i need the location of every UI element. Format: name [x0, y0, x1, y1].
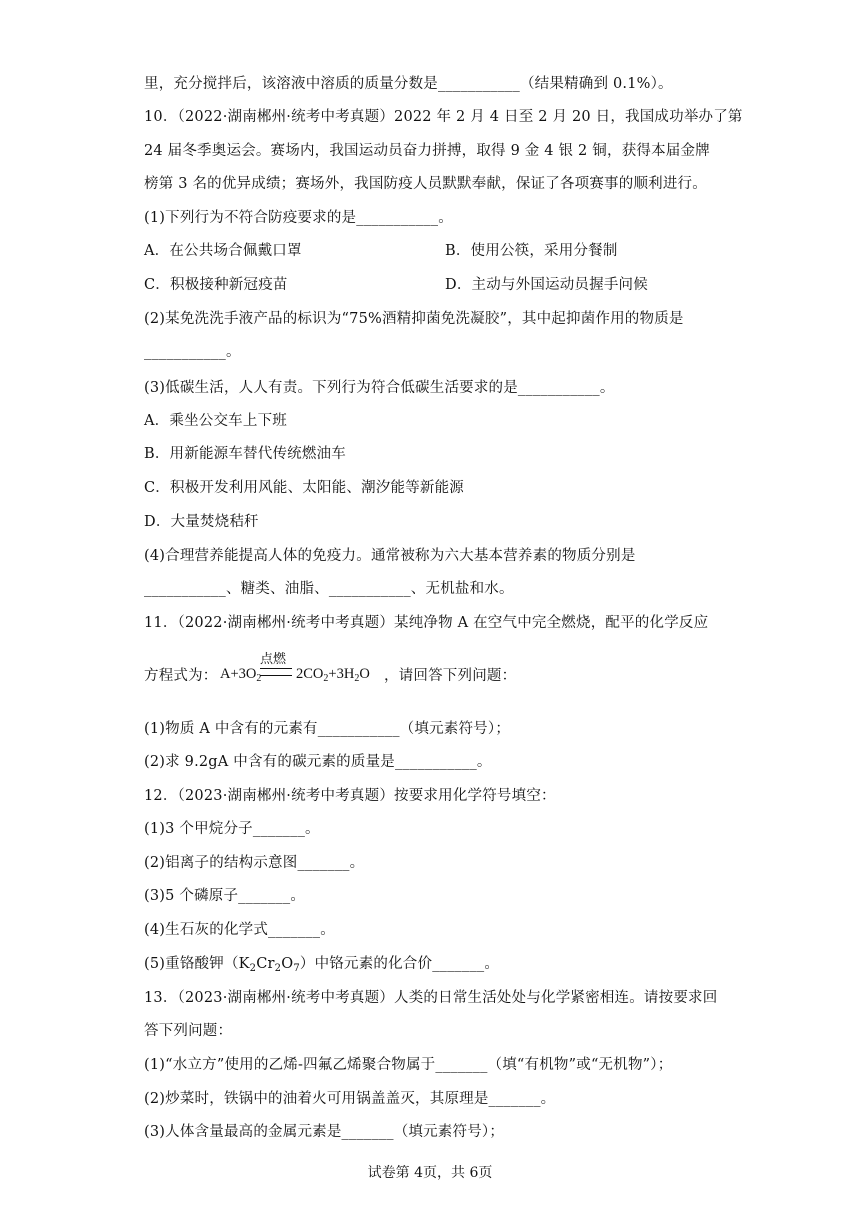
q10-part4-line-2: ___________、糖类、油脂、___________、无机盐和水。: [144, 581, 514, 597]
eq-condition: 点燃: [260, 652, 287, 667]
q10-option-b: B．使用公筷，采用分餐制: [445, 243, 618, 259]
q10-option-a: A．在公共场合佩戴口罩: [144, 243, 302, 259]
q12-stem: 12．（2023·湖南郴州·统考中考真题）按要求用化学符号填空：: [144, 788, 556, 804]
q12-part5: (5)重铬酸钾$(K_2Cr_2O_7)$中铬元素的化合价_______。: [144, 956, 500, 974]
q11-equation-prefix: 方程式为：: [144, 668, 218, 684]
q10-part3-option-a: A．乘坐公交车上下班: [144, 413, 287, 429]
q10-part3-option-b: B．用新能源车替代传统燃油车: [144, 446, 346, 462]
q13-part3: (3)人体含量最高的金属元素是_______（填元素符号）；: [144, 1124, 505, 1140]
q10-part1: (1)下列行为不符合防疫要求的是___________。: [144, 210, 453, 226]
q12-part1: (1)3 个甲烷分子_______。: [144, 821, 320, 837]
q11-stem-line-1: 11．（2022·湖南郴州·统考中考真题）某纯净物 A 在空气中完全燃烧，配平的化学反应: [144, 615, 709, 631]
q12-part4: (4)生石灰的化学式_______。: [144, 922, 335, 938]
q12-part3: (3)5 个磷原子_______。: [144, 888, 306, 904]
q11-part2: (2)求 9.2gA 中含有的碳元素的质量是___________。: [144, 754, 492, 770]
q10-option-d: D．主动与外国运动员握手问候: [445, 277, 648, 293]
q13-stem-line-1: 13．（2023·湖南郴州·统考中考真题）人类的日常生活处处与化学紧密相连。请按要求回: [144, 990, 718, 1006]
q10-options-row-1: [144, 241, 302, 261]
q10-part3: (3)低碳生活，人人有责。下列行为符合低碳生活要求的是___________。: [144, 380, 615, 396]
q10-stem-line-2: 24 届冬季奥运会。赛场内，我国运动员奋力拼搏，取得 9 金 4 银 2 铜，获得本届金牌: [144, 143, 710, 159]
q10-part2-line-1: (2)某免洗洗手液产品的标识为“75%酒精抑菌免洗凝胶”，其中起抑菌作用的物质是: [144, 311, 684, 327]
q11-part1: (1)物质 A 中含有的元素有___________（填元素符号）；: [144, 721, 511, 737]
q13-part2: (2)炒菜时，铁锅中的油着火可用锅盖盖灭，其原理是_______。: [144, 1091, 556, 1107]
eq-left: $A+3O_2$: [220, 666, 262, 684]
eq-equals-sign: [260, 668, 292, 676]
eq-right: $2CO_2+3H_2O$: [296, 666, 370, 684]
q10-part2-line-2: ___________。: [144, 344, 241, 360]
q10-option-c: C．积极接种新冠疫苗: [144, 277, 288, 293]
q11-equation-suffix: ，请回答下列问题：: [384, 668, 517, 684]
q10-stem-line-3: 榜第 3 名的优异成绩；赛场外，我国防疫人员默默奉献，保证了各项赛事的顺利进行。: [144, 176, 707, 192]
q10-part3-option-d: D．大量焚烧秸秆: [144, 514, 259, 530]
q10-part3-option-c: C．积极开发利用风能、太阳能、潮汐能等新能源: [144, 480, 464, 496]
q13-stem-line-2: 答下列问题：: [144, 1023, 233, 1039]
q10-stem-line-1: 10．（2022·湖南郴州·统考中考真题）2022 年 2 月 4 日至 2 月 20 日，我国成功举办了第: [144, 109, 743, 125]
page-footer: 试卷第 4页，共 6页: [367, 1165, 493, 1181]
q10-part4-line-1: (4)合理营养能提高人体的免疫力。通常被称为六大基本营养素的物质分别是: [144, 548, 636, 564]
q13-part1: (1)“水立方”使用的乙烯-四氟乙烯聚合物属于_______（填“有机物”或“无机物”）；: [144, 1057, 673, 1073]
q12-part2: (2)铝离子的结构示意图_______。: [144, 855, 365, 871]
q9-tail-line: 里，充分搅拌后，该溶液中溶质的质量分数是___________（结果精确到 0.1%）。: [144, 76, 673, 92]
